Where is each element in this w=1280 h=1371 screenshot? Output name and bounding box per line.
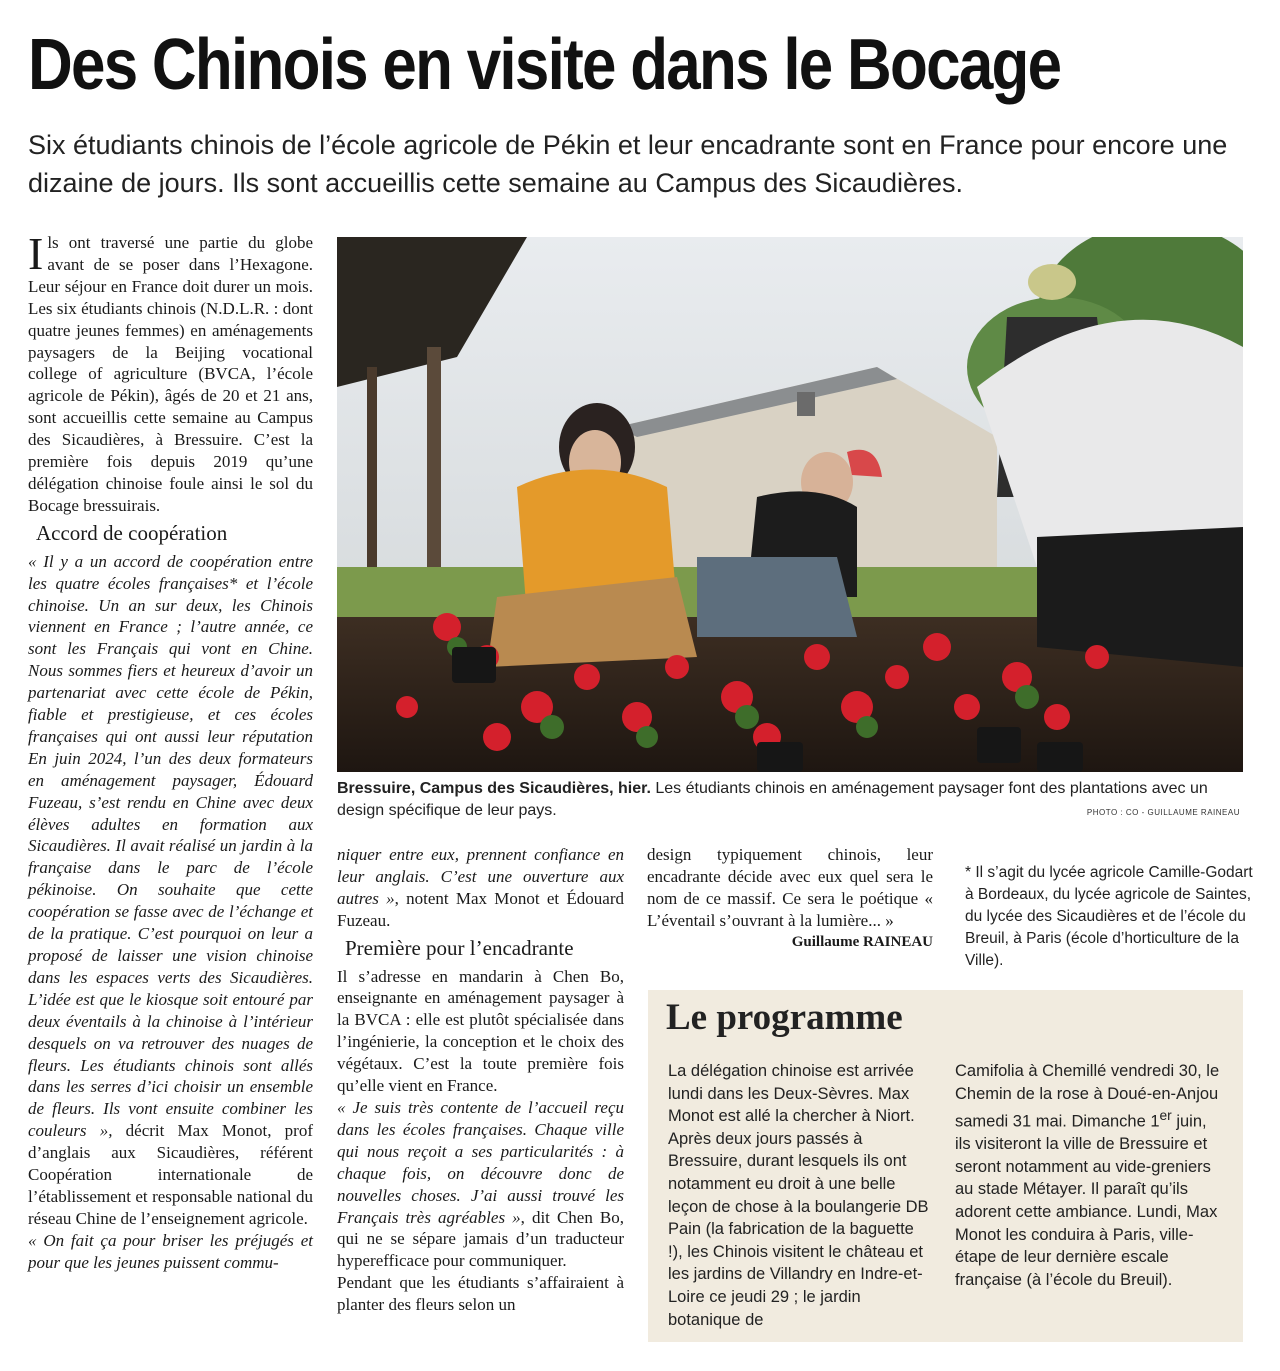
caption-location: Bressuire, Campus des Sicaudières, hier. <box>337 780 651 797</box>
headline: Des Chinois en visite dans le Bocage <box>28 25 1061 105</box>
drop-cap: I <box>28 228 44 279</box>
lead-paragraph <box>28 228 313 517</box>
subhead-cooperation: Accord de coopération <box>36 520 228 545</box>
quote-paragraph-2: « On fait ça pour briser les préjugés et pour que les jeunes puissent commu- <box>28 1230 313 1272</box>
programme-title: Le programme <box>666 997 903 1038</box>
programme-column-2 <box>955 1060 1225 1291</box>
author-signature: Guillaume RAINEAU <box>791 933 933 950</box>
quote-continuation <box>337 844 624 932</box>
paragraph-design: design typiquement chinois, leur encadrante décide avec eux quel sera le nom de ce massif. Ce sera le poétique « L’éventail s’ouvrant à la lumière... » <box>647 845 933 930</box>
quote-cont-attribution: , notent Max Monot et Édouard Fuzeau. <box>337 888 624 930</box>
article-photo <box>337 237 1243 772</box>
quote-chen-bo <box>337 1097 624 1272</box>
standfirst: Six étudiants chinois de l’école agricole de Pékin et leur encadrante sont en France pour encore une dizaine de jours. Ils sont accueillis cette semaine au Campus des Sicaudières. <box>28 130 1228 198</box>
garden-photo-illustration <box>337 237 1243 772</box>
quote-cont-text: niquer entre eux, prennent confiance en leur anglais. C’est une ouverture aux autres » <box>337 845 624 908</box>
caption-text: Les étudiants chinois en aménagement paysager font des plantations avec un design spécifique de leur pays. <box>337 780 1208 819</box>
chen-bo-attribution: , dit Chen Bo, qui ne se sépare jamais d’un traducteur hyperefficace pour communiquer. <box>337 1207 624 1271</box>
quote-attribution: décrit Max Monot, prof d’anglais aux Sicaudières, référent Coopération internationale de l’établissement et responsable national du réseau Chine de l’enseignement agricole. <box>28 1121 313 1228</box>
programme-col2-part1: Camifolia à Chemillé vendredi 30, le Chemin de la rose à Doué-en-Anjou samedi 31 mai. Dimanche 1 <box>955 1062 1220 1131</box>
chen-bo-quote-text: « Je suis très contente de l’accueil reçu dans les écoles françaises. Chaque ville qui nous reçoit a ses particularités : à chaque fois, on découvre donc de nouvelles choses. J’ai aussi trouvé les Français très agréables » <box>337 1097 624 1227</box>
article-column-3 <box>647 844 933 954</box>
article-column-2 <box>337 844 624 1316</box>
lead-text: ls ont traversé une partie du globe avant de se poser dans l’Hexagone. Leur séjour en France doit durer un mois. Les six étudiants chinois (N.D.L.R. : dont quatre jeunes femmes) en aménagements paysagers de la Beijing vocational college of agriculture (BVCA, l’école agricole de Pékin), âgés de 20 et 21 ans, sont accueillis cette semaine au Campus des Sicaudières, à Bressuire. C’est la première fois depuis 2019 qu’une délégation chinoise foule ainsi le sol du Bocage bressuirais. <box>28 233 313 515</box>
article-column-1 <box>28 228 313 1274</box>
paragraph-chen-bo: Il s’adresse en mandarin à Chen Bo, enseignante en aménagement paysager à la BVCA : elle est plutôt spécialisée dans l’ingénierie, la conception et le choix des végétaux. C’est la toute première fois qu’elle vient en France. <box>337 966 624 1096</box>
paragraph-planting: Pendant que les étudiants s’affairaient à planter des fleurs selon un <box>337 1273 624 1315</box>
programme-col2-sup: er <box>1159 1108 1172 1124</box>
quote-paragraph <box>28 551 313 1230</box>
footnote: * Il s’agit du lycée agricole Camille-Godart à Bordeaux, du lycée agricole de Saintes, du lycée des Sicaudières et de l’école du Breuil, à Paris (école d’horticulture de la Ville). <box>965 864 1253 969</box>
programme-column-1: La délégation chinoise est arrivée lundi dans les Deux-Sèvres. Max Monot est allé la chercher à Niort. Après deux jours passés à Bressuire, durant lesquels ils ont notamment eu droit à une belle leçon de chose à la boulangerie DB Pain (la fabrication de la baguette !), les Chinois visitent le château et les jardins de Villandry en Indre-et-Loire ce jeudi 29 ; le jardin botanique de <box>668 1062 929 1329</box>
subhead-encadrante: Première pour l’encadrante <box>345 935 574 960</box>
programme-box <box>648 990 1243 1342</box>
programme-col2-part2: juin, ils visiteront la ville de Bressuire et seront notamment au vide-greniers au stade Métayer. Il paraît qu’ils adorent cette ambiance. Lundi, Max Monot les conduira à Paris, ville-étape de leur dernière escale française (à l’école du Breuil). <box>955 1112 1218 1289</box>
quote-text: « Il y a un accord de coopération entre les quatre écoles françaises* et l’école chinoise. Un an sur deux, les Chinois viennent en France ; l’autre année, ce sont les Français qui vont en Chine. Nous sommes fiers et heureux d’avoir un partenariat avec cette école de Pékin, fiable et prestigieuse, et ces écoles françaises qui ont aussi leur réputation En juin 2024, l’un des deux formateurs en aménagement paysager, Édouard Fuzeau, s’est rendu en Chine avec deux élèves adultes en formation aux Sicaudières. Il avait réalisé un jardin à la française dans le parc de l’école pékinoise. On souhaite que cette coopération se fasse avec de l’échange et de la pratique. C’est pourquoi on leur a proposé de laisser une vision chinoise dans les espaces verts des Sicaudières. L’idée est que le kiosque soit entouré par deux éventails à la chinoise à l’intérieur desquels on va retrouver des nuages de fleurs. Les étudiants chinois sont allés dans les serres d’ici choisir un ensemble de fleurs. Ils vont ensuite combiner les couleurs », <box>28 551 313 1141</box>
photo-credit: PHOTO : CO - GUILLAUME RAINEAU <box>1086 808 1240 817</box>
